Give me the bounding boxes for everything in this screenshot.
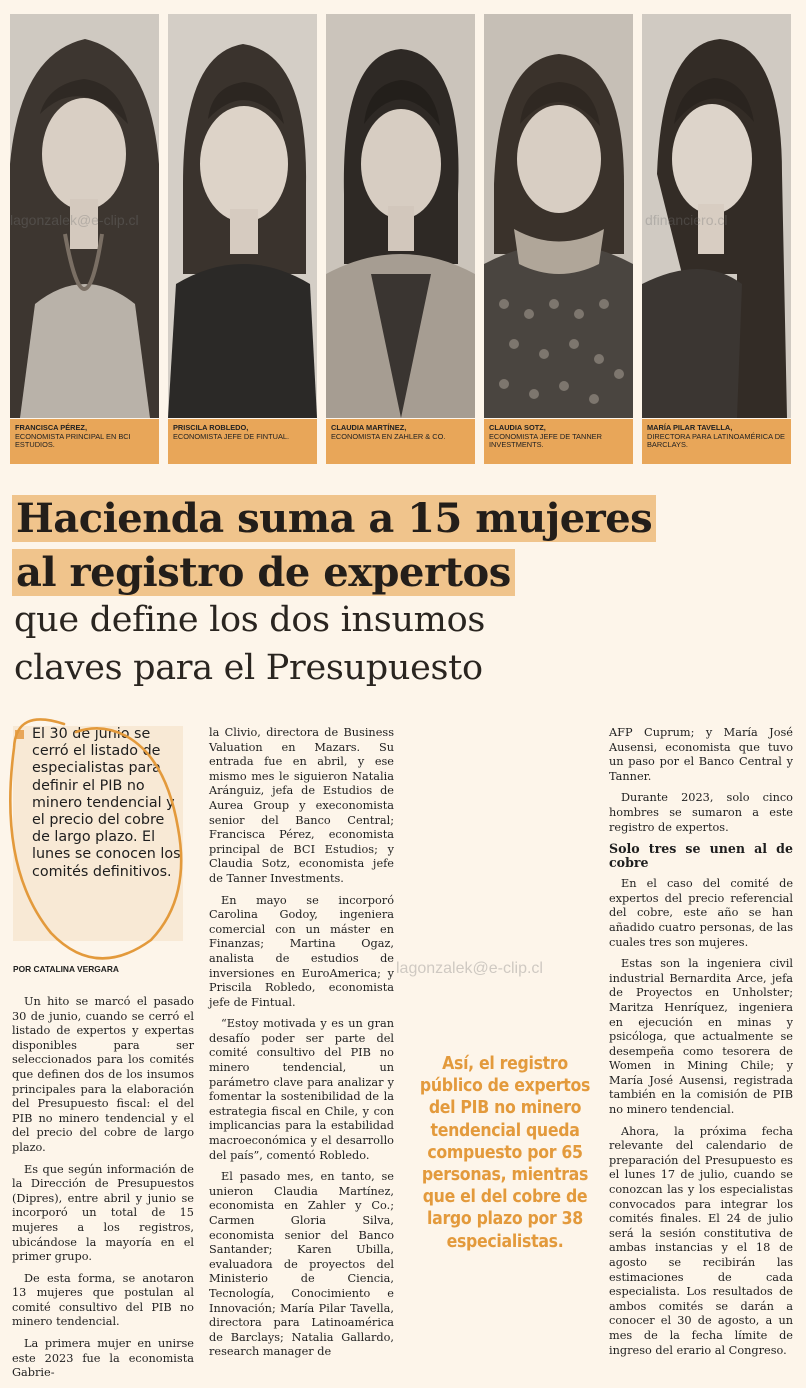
- paragraph: La primera mujer en unirse este 2023 fue la economista Gabrie-: [12, 1337, 194, 1380]
- profile-card: [10, 14, 159, 464]
- photo-caption: [642, 419, 791, 464]
- paragraph: Estas son la ingeniera civil industrial Bernardita Arce, jefa de Proyectos en Unholster; Maritza Henríquez, ingeniera en ejecución en minas y psicóloga, que actualmente se desempeña como tesorera de Women in Mining Chile; y María José Ausensi, registrada también en la comisión de PIB no minero tendencial.: [609, 957, 793, 1117]
- photo-strip: [10, 14, 794, 464]
- paragraph: la Clivio, directora de Business Valuation en Mazars. Su entrada fue en abril, y ese mismo mes le siguieron Natalia Aránguiz, jefa de Estudios de Aurea Group y execonomista senior del Banco Central; Francisca Pérez, economista principal de BCI Estudios; y Claudia Sotz, economista jefe de Tanner Investments.: [209, 726, 394, 885]
- portrait-photo: [484, 14, 633, 418]
- caption-role: ECONOMISTA JEFE DE TANNER INVESTMENTS.: [489, 431, 602, 450]
- hand-drawn-circle: [6, 718, 186, 968]
- headline-line-1: Hacienda suma a 15 mujeres: [12, 495, 656, 542]
- caption-role: ECONOMISTA EN ZAHLER & CO.: [331, 431, 446, 441]
- headline-line-2: al registro de expertos: [12, 549, 515, 596]
- pull-quote: Así, el registro público de expertos del PIB no minero tendencial queda compuesto por 65 personas, mientras que el del cobre de largo plazo por 38 especialistas.: [419, 1054, 591, 1252]
- portrait-photo: [326, 14, 475, 418]
- lead-text: El 30 de junio se cerró el listado de especialistas para definir el PIB no minero tendencial y el precio del cobre de largo plazo. El lunes se conocen los comités definitivos.: [32, 726, 181, 880]
- paragraph: Un hito se marcó el pasado 30 de junio, cuando se cerró el listado de expertos y expertas disponibles para ser seleccionados para los comités que definen dos de los insumos principales para la elaboración del Presupuesto fiscal: el del PIB no minero tendencial y el del precio del cobre de largo plazo.: [12, 995, 194, 1154]
- paragraph: Durante 2023, solo cinco hombres se sumaron a este registro de expertos.: [609, 791, 793, 834]
- photo-caption: [10, 419, 159, 464]
- watermark: lagonzalek@e-clip.cl: [396, 960, 543, 977]
- photo-caption: [484, 419, 633, 464]
- profile-card: [642, 14, 791, 464]
- photo-caption: [326, 419, 475, 464]
- byline: POR CATALINA VERGARA: [13, 964, 119, 974]
- watermark: lagonzalek@e-clip.cl: [10, 212, 139, 228]
- paragraph: En mayo se incorporó Carolina Godoy, ingeniera comercial con un máster en Finanzas; Martina Ogaz, analista de estudios de inversiones en EuroAmerica; y Priscila Robledo, economista jefe de Fintual.: [209, 893, 394, 1009]
- paragraph: En el caso del comité de expertos del precio referencial del cobre, este año se han añadido cuatro personas, de las cuales tres son mujeres.: [609, 877, 793, 949]
- subheadline-line-2: claves para el Presupuesto: [14, 648, 483, 688]
- caption-name: CLAUDIA MARTÍNEZ,: [331, 423, 407, 432]
- caption-role: ECONOMISTA JEFE DE FINTUAL.: [173, 431, 290, 441]
- caption-name: CLAUDIA SOTZ,: [489, 423, 546, 432]
- subheadline-line-1: que define los dos insumos: [14, 600, 486, 640]
- profile-card: [168, 14, 317, 464]
- caption-name: FRANCISCA PÉREZ,: [15, 423, 87, 432]
- caption-role: ECONOMISTA PRINCIPAL EN BCI ESTUDIOS.: [15, 431, 131, 450]
- paragraph: El pasado mes, en tanto, se unieron Claudia Martínez, economista en Zahler y Co.; Carmen Gloria Silva, economista senior del Banco Santander; Karen Ubilla, evaluadora de proyectos del Ministerio de Ciencia, Tecnología, Conocimiento e Innovación; María Pilar Tavella, directora para Latinoamérica de Barclays; Natalia Gallardo, research manager de: [209, 1170, 394, 1359]
- caption-role: DIRECTORA PARA LATINOAMÉRICA DE BARCLAYS.: [647, 431, 785, 450]
- photo-caption: [168, 419, 317, 464]
- profile-card: [484, 14, 633, 464]
- portrait-photo: [168, 14, 317, 418]
- paragraph: “Estoy motivada y es un gran desafío poder ser parte del comité consultivo del PIB no minero tendencial, un parámetro clave para analizar y fomentar la sostenibilidad de la estrategia fiscal en Chile, y con implicancias para la estabilidad macroeconómica y el desarrollo del país”, comentó Robledo.: [209, 1017, 394, 1162]
- body-column-2: [209, 726, 394, 1367]
- caption-name: PRISCILA ROBLEDO,: [173, 423, 249, 432]
- section-subheading: Solo tres se unen al de cobre: [609, 841, 793, 871]
- paragraph: AFP Cuprum; y María José Ausensi, economista que tuvo un paso por el Banco Central y Tanner.: [609, 726, 793, 783]
- caption-name: MARÍA PILAR TAVELLA,: [647, 423, 733, 432]
- body-column-1: [12, 995, 194, 1388]
- paragraph: Ahora, la próxima fecha relevante del calendario de preparación del Presupuesto es el lunes 17 de julio, cuando se conozcan las y los especialistas convocados para integrar los comités finales. El 24 de julio será la sesión constitutiva de ambas instancias y el 18 de agosto se recibirán las estimaciones de cada especialista. Los resultados de ambos comités se darán a conocer el 30 de agosto, a un mes de la fecha límite de ingreso del erario al Congreso.: [609, 1124, 793, 1357]
- profile-card: [326, 14, 475, 464]
- body-column-3: [609, 726, 793, 1365]
- headline: [12, 492, 656, 600]
- subheadline: [14, 596, 485, 692]
- paragraph: Es que según información de la Dirección de Presupuestos (Dipres), entre abril y junio se incorporó un total de 15 mujeres a los registros, ubicándose la mayoría en el primer grupo.: [12, 1162, 194, 1264]
- paragraph: De esta forma, se anotaron 13 mujeres que postulan al comité consultivo del PIB no minero tendencial.: [12, 1271, 194, 1329]
- watermark: dfinanciero.cl: [645, 212, 728, 228]
